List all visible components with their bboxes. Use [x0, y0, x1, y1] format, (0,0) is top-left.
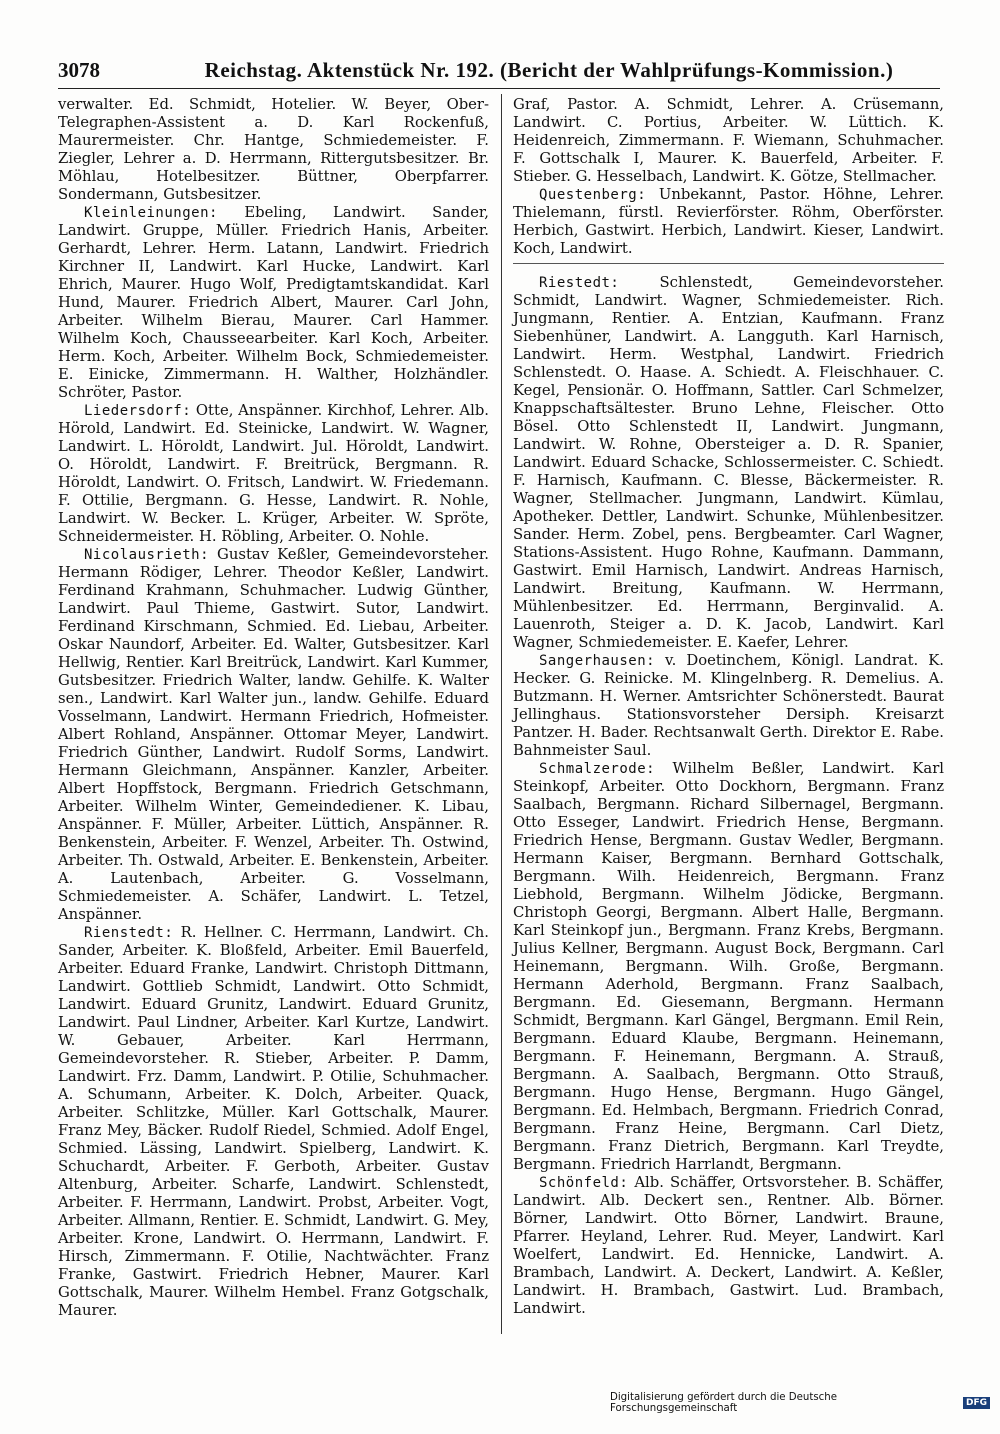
- header-rule: [58, 88, 940, 89]
- locality-name: Kleinleinungen:: [84, 205, 218, 221]
- footer: [610, 1393, 990, 1413]
- page-number: 3078: [58, 58, 100, 82]
- locality-name: Schmalzerode:: [539, 761, 656, 777]
- locality-entry: [513, 274, 944, 652]
- signatory-list: Schlenstedt, Gemeindevorsteher. Schmidt, Landwirt. Wagner, Schmiedemeister. Rich. Jungmann, Rentier. A. Entzian, Kaufmann. Franz Siebenhüner, Landwirt. A. Langguth. Karl Harnisch, Landwirt. Herm. Westphal, Landwirt. Friedrich Schlenstedt. O. Haase. A. Schiedt. A. Fleischhauer. C. Kegel, Pensionär. O. Hoffmann, Sattler. Carl Schmelzer, Knappschaftsältester. Bruno Lehne, Fleischer. Otto Bösel. Otto Schlenstedt II, Landwirt. Jungmann, Landwirt. W. Rohne, Obersteiger a. D. R. Spanier, Landwirt. Eduard Schacke, Schlossermeister. C. Schiedt. F. Harnisch, Kaufmann. C. Blesse, Bäckermeister. R. Wagner, Stellmacher. Jungmann, Landwirt. Kümlau, Apotheker. Dettler, Landwirt. Schunke, Mühlenbesitzer. Sander. Herm. Zobel, pens. Bergbeamter. Carl Wagner, Stations-Assistent. Hugo Rohne, Kaufmann. Dammann, Gastwirt. Emil Harnisch, Landwirt. Andreas Harnisch, Landwirt. Breitung, Kaufmann. W. Herrmann, Mühlenbesitzer. Ed. Herrmann, Berginvalid. A. Lauenroth, Steiger a. D. K. Jacob, Landwirt. Karl Wagner, Schmiedemeister. E. Kaefer, Lehrer.: [513, 274, 944, 651]
- locality-entry: [58, 402, 489, 546]
- locality-entry: [513, 96, 944, 186]
- signatory-list: Ebeling, Landwirt. Sander, Landwirt. Gruppe, Müller. Friedrich Hanis, Arbeiter. Gerhardt, Lehrer. Herm. Latann, Landwirt. Friedrich Kirchner II, Landwirt. Karl Hucke, Landwirt. Karl Ehrich, Maurer. Hugo Wolf, Predigtamtskandidat. Karl Hund, Maurer. Friedrich Albert, Maurer. Carl John, Arbeiter. Wilhelm Bierau, Maurer. Carl Hammer. Wilhelm Koch, Chausseearbeiter. Karl Koch, Arbeiter. Herm. Koch, Arbeiter. Wilhelm Bock, Schmiedemeister. E. Einicke, Zimmermann. H. Walther, Holzhändler. Schröter, Pastor.: [58, 204, 489, 401]
- signatory-list: Graf, Pastor. A. Schmidt, Lehrer. A. Crüsemann, Landwirt. C. Portius, Arbeiter. W. Lüttich. K. Heidenreich, Zimmermann. F. Wiemann, Schuhmacher. F. Gottschalk I, Maurer. K. Bauerfeld, Arbeiter. F. Stieber. G. Hesselbach, Landwirt. K. Götze, Stellmacher.: [513, 96, 944, 185]
- locality-entry: [58, 924, 489, 1320]
- signatory-list: Otte, Anspänner. Kirchhof, Lehrer. Alb. Hörold, Landwirt. Ed. Steinicke, Landwirt. W. Wagner, Landwirt. L. Höroldt, Landwirt. Jul. Höroldt, Landwirt. O. Höroldt, Landwirt. F. Breitrück, Bergmann. R. Höroldt, Landwirt. O. Fritsch, Landwirt. W. Friedemann. F. Ottilie, Bergmann. G. Hesse, Landwirt. R. Nohle, Landwirt. W. Becker. L. Krüger, Arbeiter. W. Spröte, Schneidermeister. H. Röbling, Arbeiter. O. Nohle.: [58, 402, 489, 545]
- left-column: [58, 96, 489, 1320]
- locality-name: Liedersdorf:: [84, 403, 192, 419]
- dfg-logo: DFG: [963, 1397, 990, 1409]
- locality-name: Riestedt:: [539, 275, 620, 291]
- running-title: Reichstag. Aktenstück Nr. 192. (Bericht der Wahlprüfungs-Kommission.): [204, 58, 894, 82]
- locality-name: Questenberg:: [539, 187, 647, 203]
- locality-name: Sangerhausen:: [539, 653, 656, 669]
- locality-entry: [513, 760, 944, 1174]
- page-header: [58, 58, 940, 88]
- signatory-list: Gustav Keßler, Gemeindevorsteher. Hermann Rödiger, Lehrer. Theodor Keßler, Landwirt. Ferdinand Krahmann, Schuhmacher. Ludwig Günther, Landwirt. Paul Thieme, Gastwirt. Sutor, Landwirt. Ferdinand Kirschmann, Schmied. Ed. Liebau, Arbeiter. Oskar Naundorf, Arbeiter. Ed. Walter, Gutsbesitzer. Karl Hellwig, Rentier. Karl Breitrück, Landwirt. Karl Kummer, Gutsbesitzer. Friedrich Walter, landw. Gehilfe. K. Walter sen., Landwirt. Karl Walter jun., landw. Gehilfe. Eduard Vosselmann, Landwirt. Hermann Friedrich, Hofmeister. Albert Rohland, Anspänner. Ottomar Meyer, Landwirt. Friedrich Günther, Landwirt. Rudolf Sorms, Landwirt. Hermann Gleichmann, Anspänner. Kanzler, Arbeiter. Albert Hopffstock, Bergmann. Friedrich Getschmann, Arbeiter. Wilhelm Winter, Gemeindediener. K. Libau, Anspänner. F. Müller, Arbeiter. Lüttich, Anspänner. R. Benkenstein, Arbeiter. F. Wenzel, Arbeiter. Th. Ostwind, Arbeiter. Th. Ostwald, Arbeiter. E. Benkenstein, Arbeiter. A. Lautenbach, Arbeiter. G. Vosselmann, Schmiedemeister. A. Schäfer, Landwirt. L. Tetzel, Anspänner.: [58, 546, 489, 923]
- signatory-list: Wilhelm Beßler, Landwirt. Karl Steinkopf, Arbeiter. Otto Dockhorn, Bergmann. Franz Saalbach, Bergmann. Richard Silbernagel, Bergmann. Otto Esseger, Landwirt. Friedrich Hense, Bergmann. Friedrich Hense, Bergmann. Gustav Wedler, Bergmann. Hermann Kaiser, Bergmann. Bernhard Gottschalk, Bergmann. Wilh. Heidenreich, Bergmann. Franz Liebhold, Bergmann. Wilhelm Jödicke, Bergmann. Christoph Georgi, Bergmann. Albert Halle, Bergmann. Karl Steinkopf jun., Bergmann. Franz Krebs, Bergmann. Julius Kellner, Bergmann. August Bock, Bergmann. Carl Heinemann, Bergmann. Wilh. Große, Bergmann. Hermann Aderhold, Bergmann. Franz Saalbach, Bergmann. Ed. Giesemann, Bergmann. Hermann Schmidt, Bergmann. Karl Gängel, Bergmann. Emil Rein, Bergmann. Eduard Klaube, Bergmann. Heinemann, Bergmann. F. Heinemann, Bergmann. A. Strauß, Bergmann. A. Saalbach, Bergmann. Otto Strauß, Bergmann. Hugo Hense, Bergmann. Hugo Gängel, Bergmann. Ed. Helmbach, Bergmann. Friedrich Conrad, Bergmann. Franz Heine, Bergmann. Carl Dietz, Bergmann. Franz Dietrich, Bergmann. Karl Treydte, Bergmann. Friedrich Harrlandt, Bergmann.: [513, 760, 944, 1173]
- signatory-list: v. Doetinchem, Königl. Landrat. K. Hecker. G. Reinicke. M. Klingelnberg. R. Demelius. A. Butzmann. H. Werner. Amtsrichter Schönerstedt. Baurat Jellinghaus. Stationsvorsteher Dersiph. Kreisarzt Pantzer. H. Bader. Rechtsanwalt Gerth. Direktor E. Rabe. Bahnmeister Saul.: [513, 652, 944, 759]
- locality-name: Schönfeld:: [539, 1175, 629, 1191]
- locality-entry: [513, 652, 944, 760]
- locality-entry: [513, 186, 944, 258]
- signatory-list: Alb. Schäffer, Ortsvorsteher. B. Schäffer, Landwirt. Alb. Deckert sen., Rentner. Alb. Börner. Börner, Landwirt. Otto Börner, Landwirt. Braune, Pfarrer. Heyland, Lehrer. Rud. Meyer, Landwirt. Karl Woelfert, Landwirt. Ed. Hennicke, Landwirt. A. Brambach, Landwirt. A. Deckert, Landwirt. A. Keßler, Landwirt. H. Brambach, Gastwirt. Lud. Brambach, Landwirt.: [513, 1174, 944, 1317]
- locality-entry: [58, 204, 489, 402]
- signatory-list: R. Hellner. C. Herrmann, Landwirt. Ch. Sander, Arbeiter. K. Bloßfeld, Arbeiter. Emil Bauerfeld, Arbeiter. Eduard Franke, Landwirt. Christoph Dittmann, Landwirt. Gottlieb Schmidt, Landwirt. Otto Schmidt, Landwirt. Eduard Grunitz, Landwirt. Eduard Grunitz, Landwirt. Paul Lindner, Arbeiter. Karl Kurtze, Landwirt. W. Gebauer, Arbeiter. Karl Herrmann, Gemeindevorsteher. R. Stieber, Arbeiter. P. Damm, Landwirt. Frz. Damm, Landwirt. P. Otilie, Schuhmacher. A. Schumann, Arbeiter. K. Dolch, Arbeiter. Quack, Arbeiter. Schlitzke, Müller. Karl Gottschalk, Maurer. Franz Mey, Bäcker. Rudolf Riedel, Schmied. Adolf Engel, Schmied. Lässing, Landwirt. Spielberg, Landwirt. K. Schuchardt, Arbeiter. F. Gerboth, Arbeiter. Gustav Altenburg, Arbeiter. Scharfe, Landwirt. Schlenstedt, Arbeiter. F. Herrmann, Landwirt. Probst, Arbeiter. Vogt, Arbeiter. Allmann, Rentier. E. Schmidt, Landwirt. G. Mey, Arbeiter. Krone, Landwirt. O. Herrmann, Landwirt. F. Hirsch, Zimmermann. F. Otilie, Nachtwächter. Franz Franke, Gastwirt. Friedrich Hebner, Maurer. Karl Gottschalk, Maurer. Wilhelm Hembel. Franz Gotgschalk, Maurer.: [58, 924, 489, 1319]
- footer-credit: Digitalisierung gefördert durch die Deutsche Forschungsgemeinschaft: [610, 1392, 837, 1414]
- section-rule: [513, 263, 944, 270]
- locality-entry: [58, 546, 489, 924]
- locality-entry: [58, 96, 489, 204]
- locality-name: Nicolausrieth:: [84, 547, 210, 563]
- locality-entry: [513, 1174, 944, 1318]
- column-divider: [501, 94, 502, 1334]
- right-column: [513, 96, 944, 1318]
- signatory-list: verwalter. Ed. Schmidt, Hotelier. W. Beyer, Ober-Telegraphen-Assistent a. D. Karl Rockenfuß, Maurermeister. Chr. Hantge, Schmiedemeister. F. Ziegler, Lehrer a. D. Herrmann, Rittergutsbesitzer. Br. Möhlau, Hotelbesitzer. Büttner, Oberpfarrer. Sondermann, Gutsbesitzer.: [58, 96, 489, 203]
- signatory-list: Unbekannt, Pastor. Höhne, Lehrer. Thielemann, fürstl. Revierförster. Röhm, Oberförster. Herbich, Gastwirt. Herbich, Landwirt. Kieser, Landwirt. Koch, Landwirt.: [513, 186, 944, 257]
- locality-name: Rienstedt:: [84, 925, 174, 941]
